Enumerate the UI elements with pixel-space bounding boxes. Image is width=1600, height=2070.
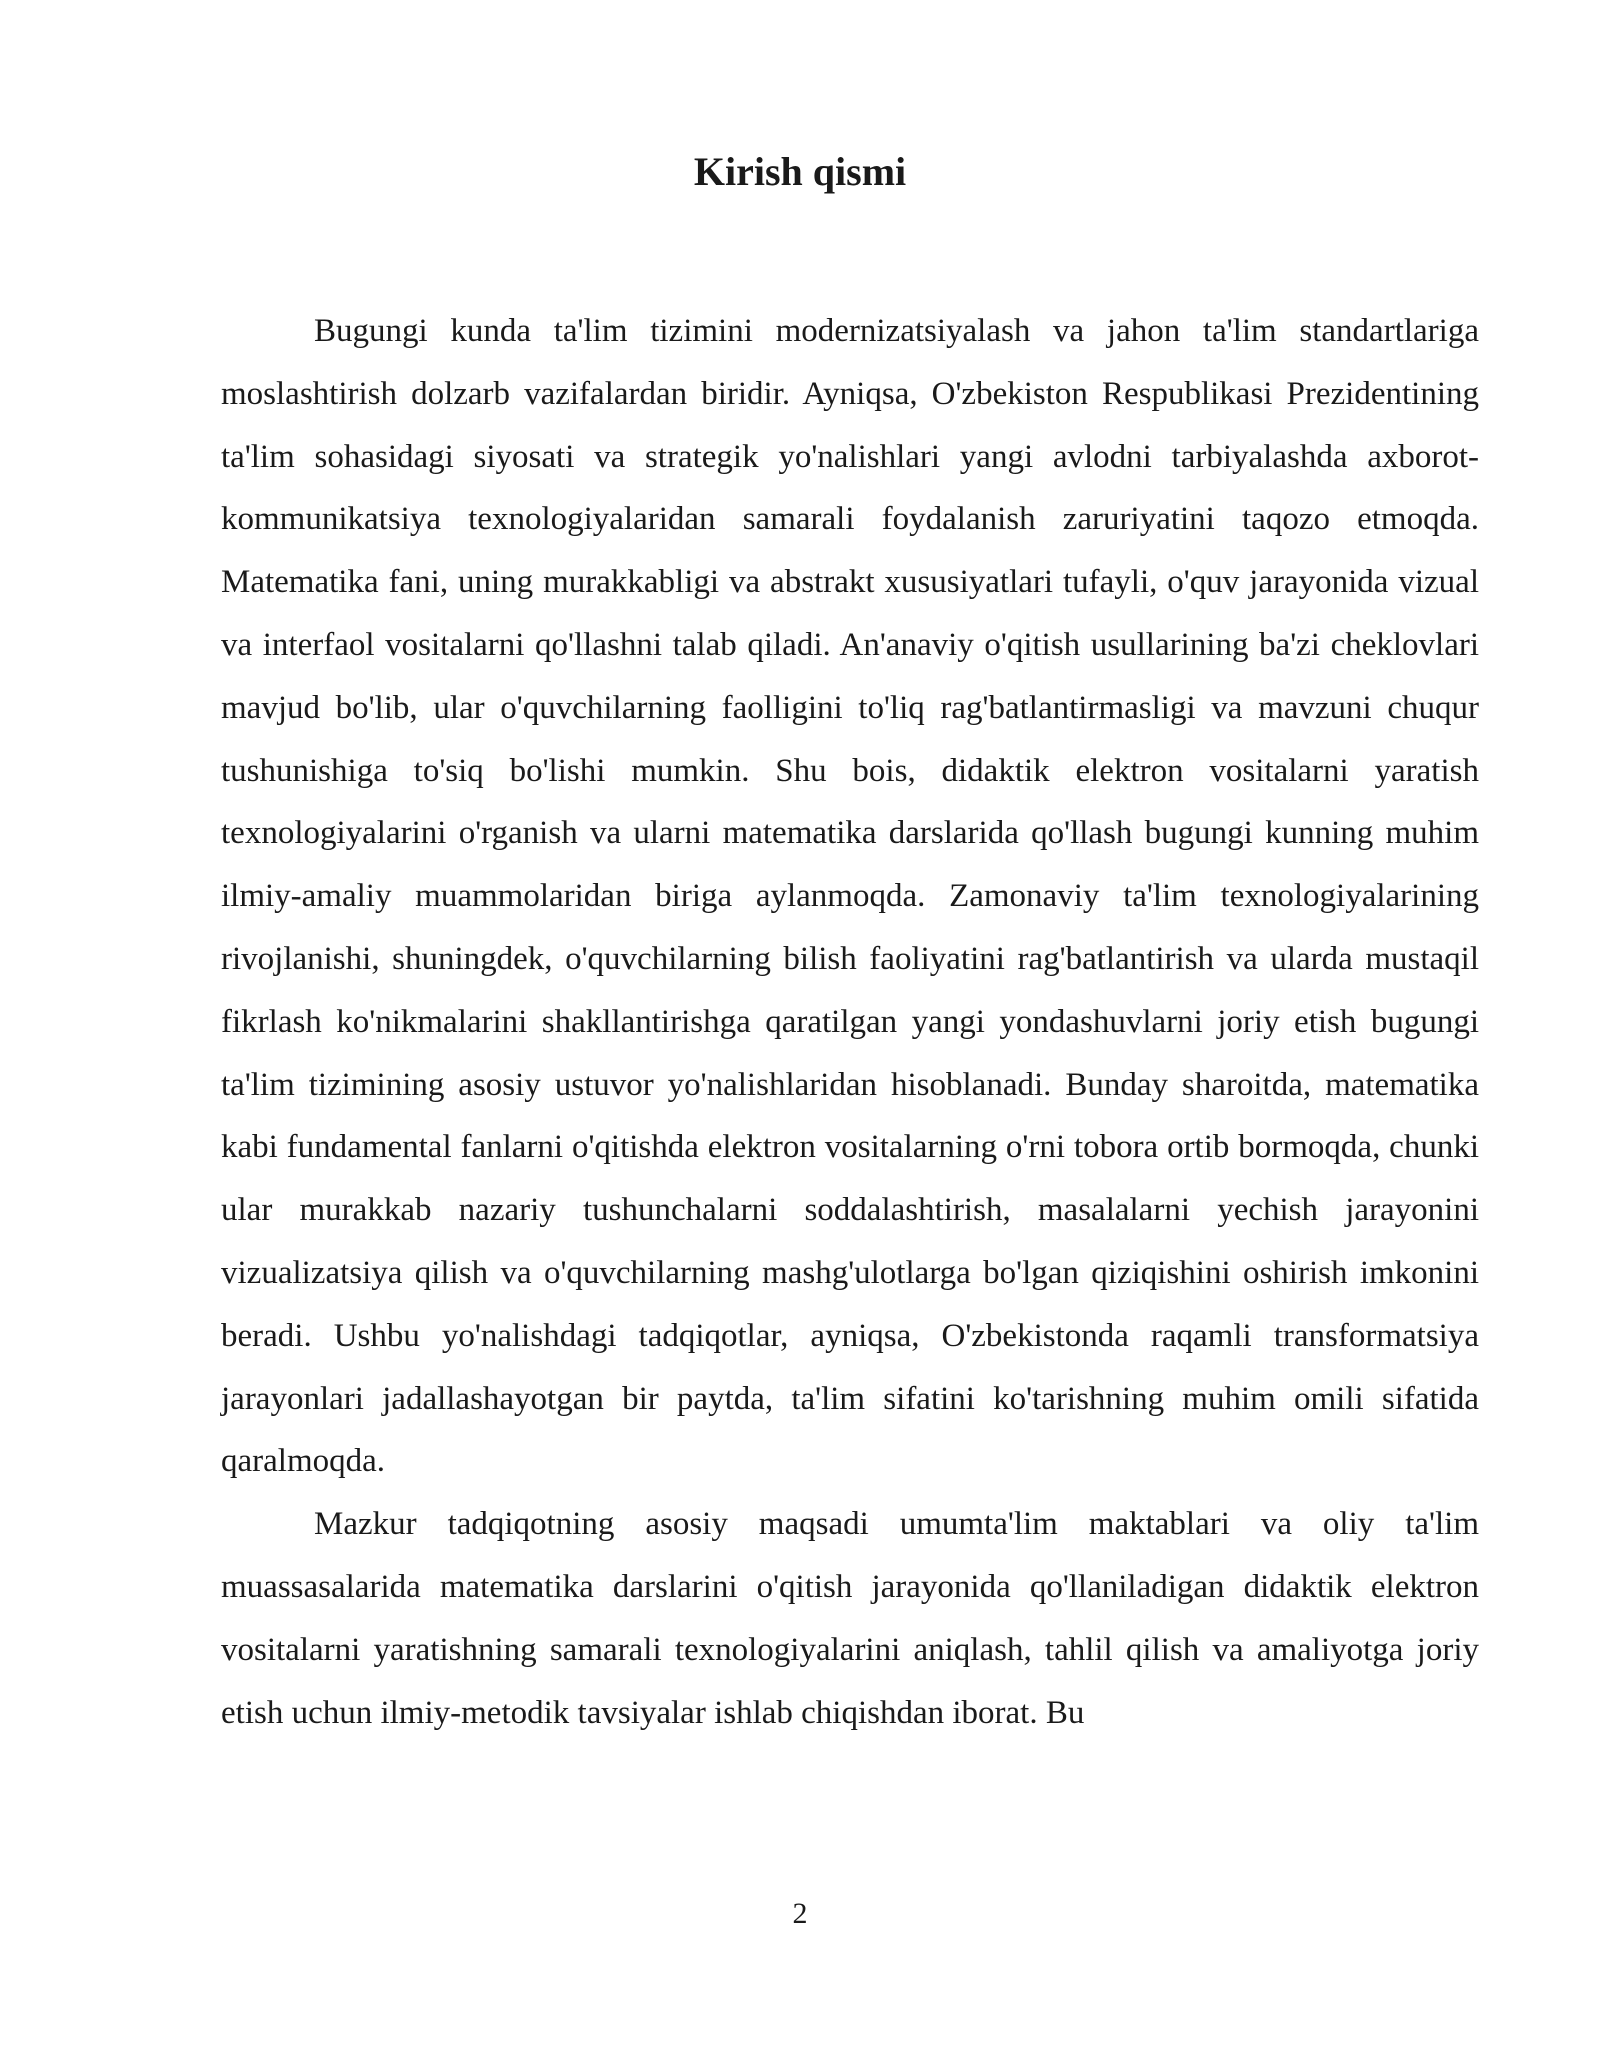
body-text	[221, 300, 1479, 1744]
page-title: Kirish qismi	[693, 149, 907, 194]
page-number: 2	[792, 1897, 808, 1930]
paragraph-2: Mazkur tadqiqotning asosiy maqsadi umumta'lim maktablari va oliy ta'lim muassasalarida matematika darslarini o'qitish jarayonida qo'llaniladigan didaktik elektron vositalarni yaratishning samarali texnologiyalarini aniqlash, tahlil qilish va amaliyotga joriy etish uchun ilmiy-metodik tavsiyalar ishlab chiqishdan iborat. Bu	[221, 1506, 1479, 1731]
paragraph-1: Bugungi kunda ta'lim tizimini modernizatsiyalash va jahon ta'lim standartlariga moslashtirish dolzarb vazifalardan biridir. Ayniqsa, O'zbekiston Respublikasi Prezidentining ta'lim sohasidagi siyosati va strategik yo'nalishlari yangi avlodni tarbiyalashda axborot-kommunikatsiya texnologiyalaridan samarali foydalanish zaruriyatini taqozo etmoqda. Matematika fani, uning murakkabligi va abstrakt xususiyatlari tufayli, o'quv jarayonida vizual va interfaol vositalarni qo'llashni talab qiladi. An'anaviy o'qitish usullarining ba'zi cheklovlari mavjud bo'lib, ular o'quvchilarning faolligini to'liq rag'batlantirmasligi va mavzuni chuqur tushunishiga to'siq bo'lishi mumkin. Shu bois, didaktik elektron vositalarni yaratish texnologiyalarini o'rganish va ularni matematika darslarida qo'llash bugungi kunning muhim ilmiy-amaliy muammolaridan biriga aylanmoqda. Zamonaviy ta'lim texnologiyalarining rivojlanishi, shuningdek, o'quvchilarning bilish faoliyatini rag'batlantirish va ularda mustaqil fikrlash ko'nikmalarini shakllantirishga qaratilgan yangi yondashuvlarni joriy etish bugungi ta'lim tizimining asosiy ustuvor yo'nalishlaridan hisoblanadi. Bunday sharoitda, matematika kabi fundamental fanlarni o'qitishda elektron vositalarning o'rni tobora ortib bormoqda, chunki ular murakkab nazariy tushunchalarni soddalashtirish, masalalarni yechish jarayonini vizualizatsiya qilish va o'quvchilarning mashg'ulotlarga bo'lgan qiziqishini oshirish imkonini beradi. Ushbu yo'nalishdagi tadqiqotlar, ayniqsa, O'zbekistonda raqamli transformatsiya jarayonlari jadallashayotgan bir paytda, ta'lim sifatini ko'tarishning muhim omili sifatida qaralmoqda.	[221, 313, 1479, 1480]
